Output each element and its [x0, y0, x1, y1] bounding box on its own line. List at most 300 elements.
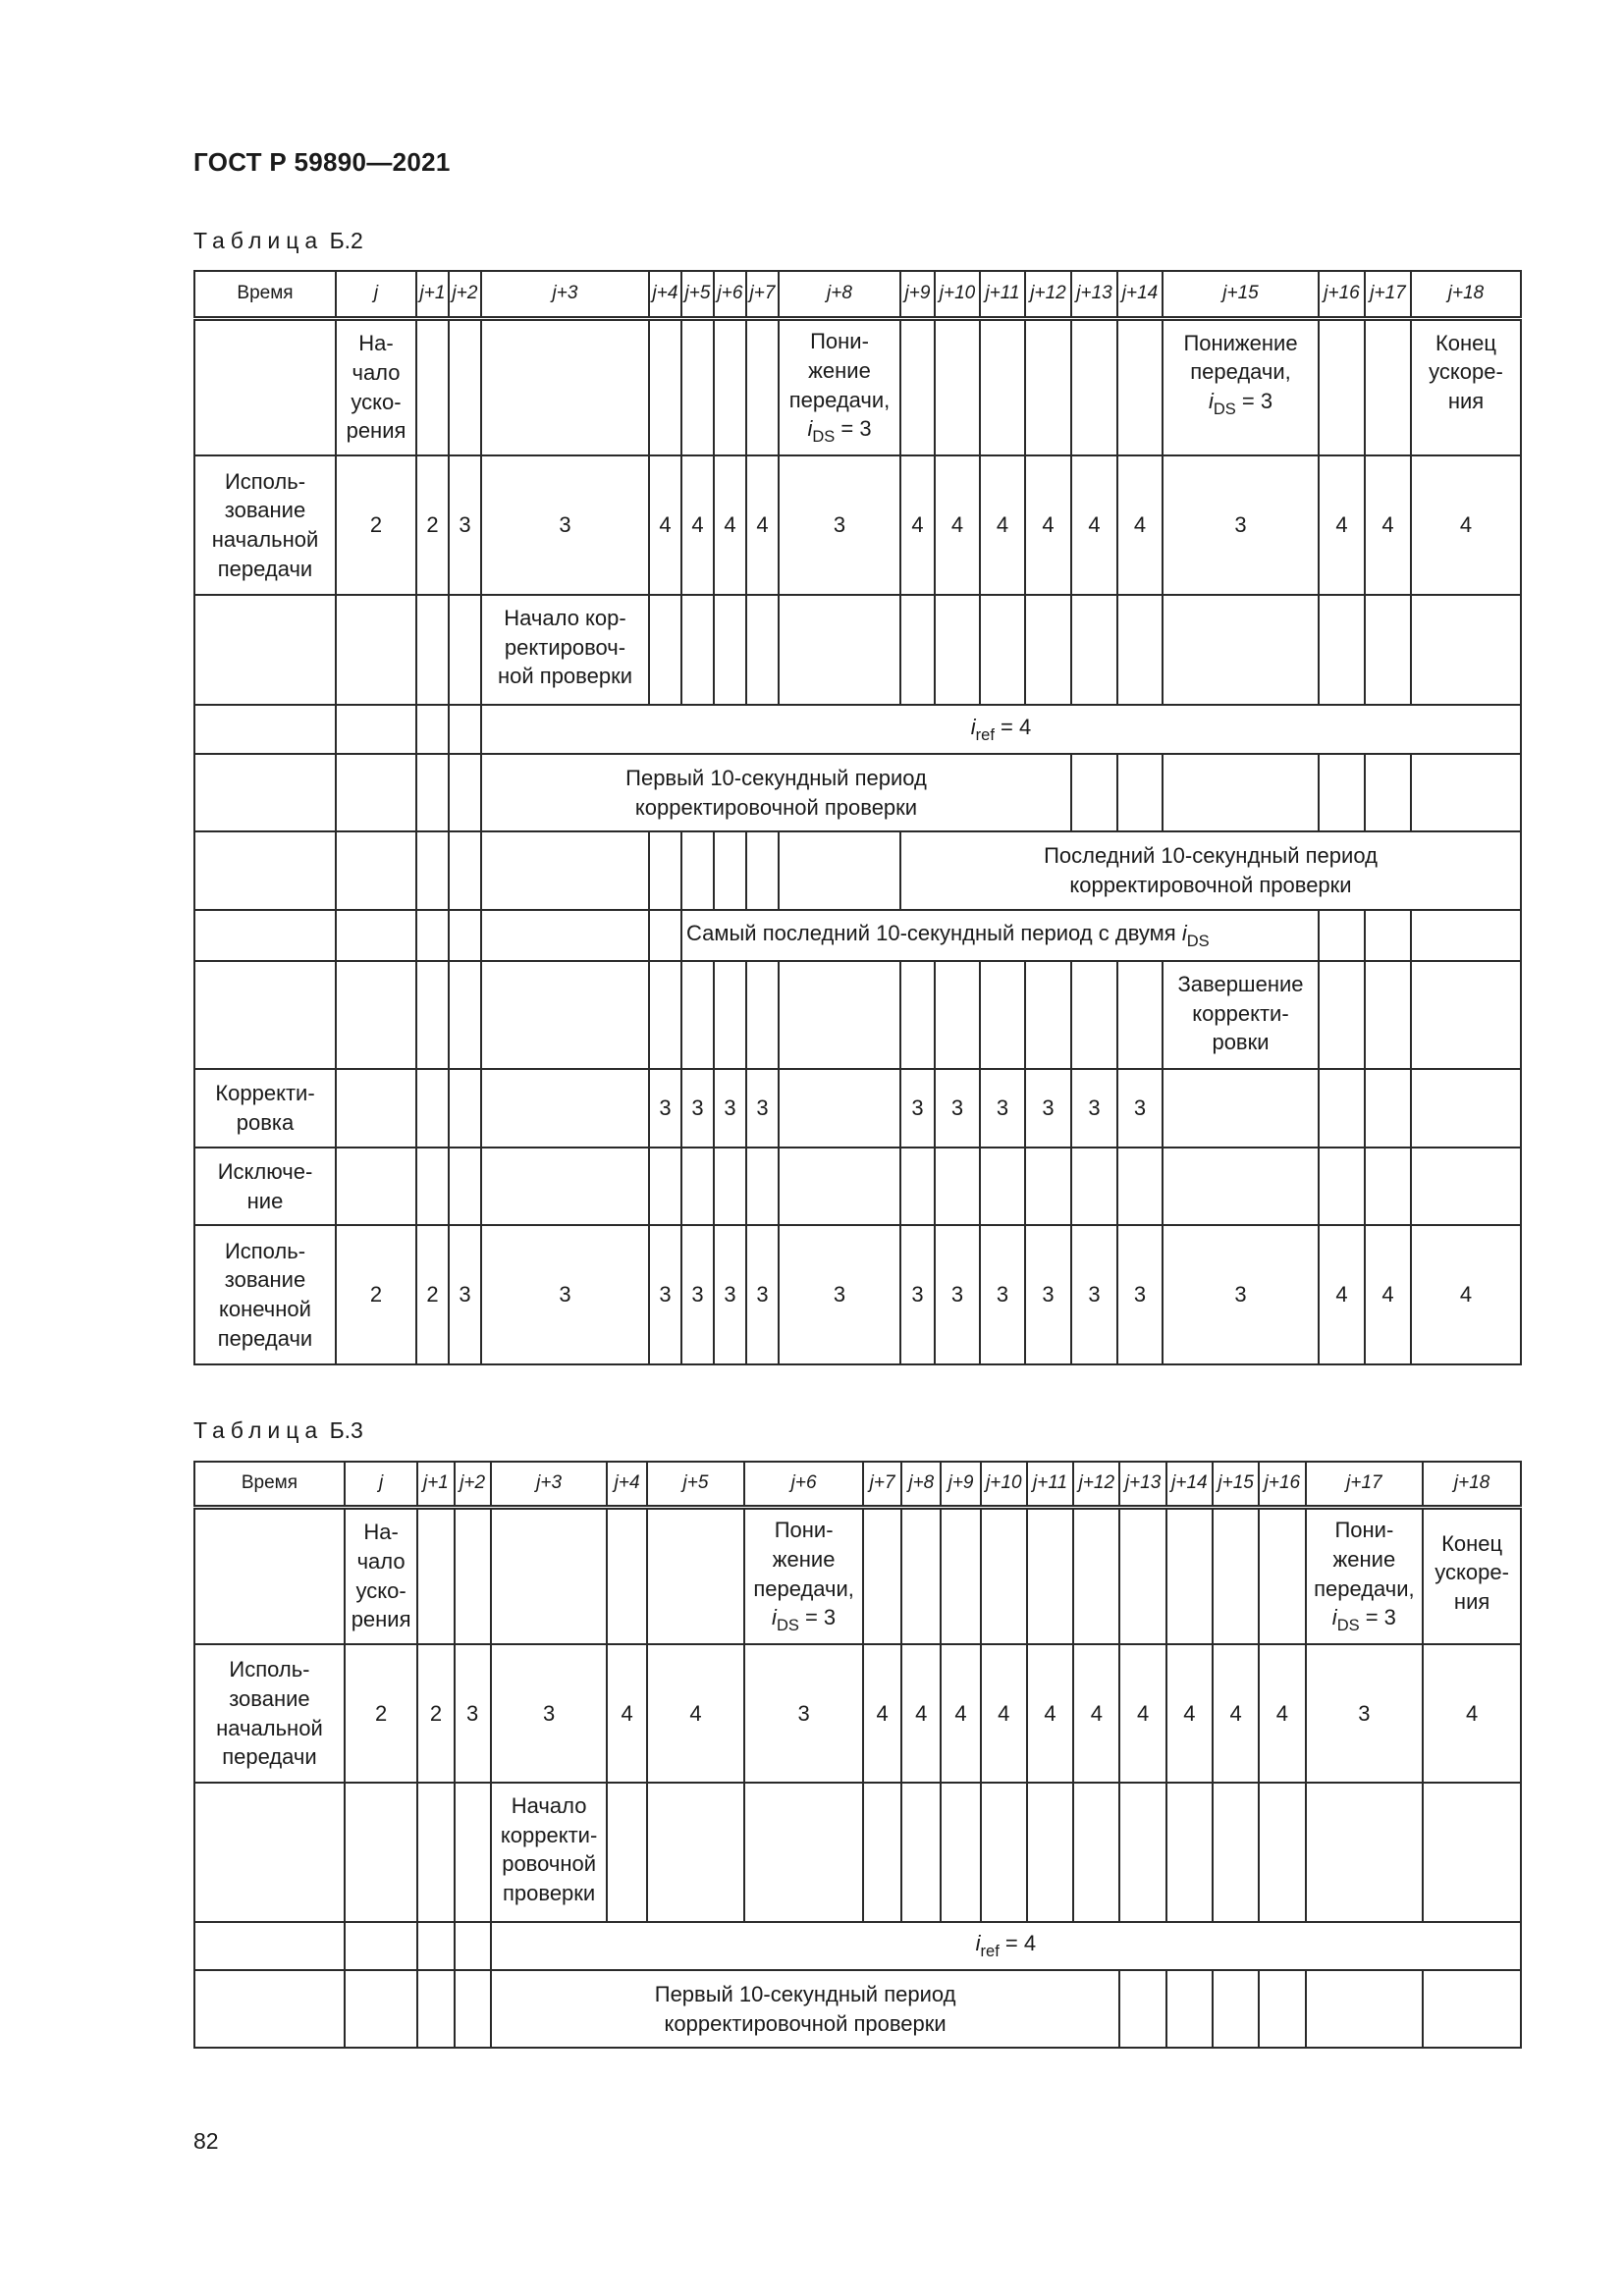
table-cell: 3	[935, 1069, 980, 1148]
header-cell: j+2	[449, 271, 481, 318]
table-cell	[417, 1783, 454, 1922]
header-cell: j+16	[1259, 1462, 1305, 1507]
table-cell	[1259, 1783, 1305, 1922]
header-cell: j+4	[649, 271, 681, 318]
table-cell	[1117, 1148, 1163, 1225]
table-cell	[1071, 754, 1117, 831]
table-cell: 4	[607, 1644, 646, 1783]
table-cell	[449, 754, 481, 831]
table-cell	[746, 318, 779, 455]
header-cell: j+8	[779, 271, 900, 318]
table-cell	[1071, 318, 1117, 455]
table-cell	[714, 1148, 746, 1225]
table-cell	[1163, 1069, 1319, 1148]
table-cell	[1025, 595, 1071, 705]
caption-number: Б.2	[329, 228, 363, 253]
table-cell	[1166, 1507, 1213, 1644]
table-cell: 4	[1119, 1644, 1165, 1783]
table-cell	[1411, 910, 1521, 961]
table-cell	[1163, 595, 1319, 705]
table-cell	[681, 831, 714, 910]
table-cell	[647, 1507, 745, 1644]
table-cell	[481, 1148, 649, 1225]
header-cell: j+7	[746, 271, 779, 318]
table-row	[194, 455, 1521, 595]
table-cell	[941, 1783, 980, 1922]
start-check-cell: Начало кор- ректировоч- ной проверки	[481, 595, 649, 705]
table-cell	[416, 961, 449, 1069]
table-cell	[714, 831, 746, 910]
start-check-cell: Начало корректи- ровочной проверки	[491, 1783, 608, 1922]
table-cell: 3	[481, 455, 649, 595]
table-cell: 3	[1025, 1225, 1071, 1364]
table-cell: 3	[1117, 1225, 1163, 1364]
header-cell: j+15	[1213, 1462, 1259, 1507]
table-cell	[1365, 1069, 1411, 1148]
table-cell	[1117, 961, 1163, 1069]
table-cell	[746, 595, 779, 705]
table-cell	[935, 318, 980, 455]
table-cell: 3	[649, 1225, 681, 1364]
table-cell	[649, 831, 681, 910]
header-cell: j+15	[1163, 271, 1319, 318]
table-cell: 4	[746, 455, 779, 595]
table-cell	[1166, 1970, 1213, 2048]
table-cell	[1411, 1148, 1521, 1225]
table-row	[194, 1970, 1521, 2048]
downshift-cell: Пони- жение передачи, $i_{DS} = 3$	[744, 1507, 863, 1644]
table-cell	[980, 318, 1025, 455]
table-cell: 3	[1025, 1069, 1071, 1148]
table-cell: 4	[1365, 455, 1411, 595]
table-cell	[194, 754, 336, 831]
table-cell	[900, 1148, 935, 1225]
table-cell	[935, 961, 980, 1069]
table-cell	[336, 705, 416, 754]
table-cell	[1213, 1970, 1259, 2048]
table-cell	[1259, 1507, 1305, 1644]
table-cell	[336, 961, 416, 1069]
table-cell	[746, 961, 779, 1069]
table-cell	[607, 1507, 646, 1644]
table-row	[194, 318, 1521, 455]
table-cell: 3	[714, 1225, 746, 1364]
table-cell	[681, 595, 714, 705]
table-cell	[416, 705, 449, 754]
header-cell: j+5	[681, 271, 714, 318]
table-cell	[714, 318, 746, 455]
last-period-cell: Последний 10-секундный период корректировочной проверки	[900, 831, 1521, 910]
header-cell: j+12	[1025, 271, 1071, 318]
table-row	[194, 754, 1521, 831]
table-cell: 3	[779, 455, 900, 595]
row-label: Исполь- зование начальной передачи	[194, 455, 336, 595]
header-cell: j+9	[941, 1462, 980, 1507]
header-cell: j+17	[1365, 271, 1411, 318]
table-cell	[449, 1069, 481, 1148]
table-b3	[193, 1461, 1522, 2049]
table-cell: 4	[1319, 1225, 1365, 1364]
table-cell	[863, 1507, 901, 1644]
downshift-cell: Пони- жение передачи, $i_{DS} = 3$	[1306, 1507, 1424, 1644]
table-cell	[1411, 1069, 1521, 1148]
table-cell: 3	[1117, 1069, 1163, 1148]
table-cell	[746, 1148, 779, 1225]
table-cell: 2	[345, 1644, 417, 1783]
table-cell: 3	[681, 1225, 714, 1364]
table-cell	[194, 318, 336, 455]
table-cell	[1027, 1783, 1073, 1922]
table-cell	[449, 705, 481, 754]
header-cell: j+18	[1411, 271, 1521, 318]
header-cell: j+9	[900, 271, 935, 318]
table-cell	[1073, 1783, 1119, 1922]
header-cell: j+17	[1306, 1462, 1424, 1507]
table-cell	[481, 910, 649, 961]
header-cell: j+13	[1071, 271, 1117, 318]
header-cell: j+2	[455, 1462, 491, 1507]
iref-cell: $i_{ref} = 4$	[481, 705, 1521, 754]
table-cell	[194, 1783, 345, 1922]
table-cell: 3	[1071, 1069, 1117, 1148]
table-cell	[416, 1069, 449, 1148]
table-cell	[1119, 1507, 1165, 1644]
table-cell	[900, 595, 935, 705]
row-label: Корректи- ровка	[194, 1069, 336, 1148]
table-cell	[1119, 1970, 1165, 2048]
table-cell: 3	[980, 1225, 1025, 1364]
table-cell: 3	[746, 1069, 779, 1148]
table-cell: 4	[1365, 1225, 1411, 1364]
table-cell: 4	[1117, 455, 1163, 595]
table-cell	[194, 1922, 345, 1970]
table-cell	[416, 1148, 449, 1225]
table-cell: 3	[455, 1644, 491, 1783]
table-row	[194, 1069, 1521, 1148]
table-row	[194, 961, 1521, 1069]
header-cell: j+12	[1073, 1462, 1119, 1507]
table-cell	[1411, 961, 1521, 1069]
header-cell: j+13	[1119, 1462, 1165, 1507]
table-cell: 2	[336, 1225, 416, 1364]
table-cell	[900, 961, 935, 1069]
table-cell	[1319, 595, 1365, 705]
table-b3-caption	[193, 1417, 363, 1444]
table-cell	[449, 1148, 481, 1225]
first-period-cell: Первый 10-секундный период корректировочной проверки	[481, 754, 1071, 831]
table-cell	[1117, 595, 1163, 705]
table-cell	[481, 831, 649, 910]
table-b2	[193, 270, 1522, 1365]
table-cell: 2	[336, 455, 416, 595]
table-cell: 4	[935, 455, 980, 595]
table-cell	[980, 595, 1025, 705]
table-cell	[336, 831, 416, 910]
header-row	[194, 271, 1521, 318]
header-cell: j+14	[1166, 1462, 1213, 1507]
header-cell: Время	[194, 1462, 345, 1507]
table-cell	[491, 1507, 608, 1644]
table-cell	[681, 1148, 714, 1225]
table-cell	[1166, 1783, 1213, 1922]
table-cell	[779, 1069, 900, 1148]
table-cell	[980, 961, 1025, 1069]
table-cell	[449, 961, 481, 1069]
header-cell: j+8	[901, 1462, 941, 1507]
table-cell	[607, 1783, 646, 1922]
table-cell	[1163, 754, 1319, 831]
header-cell: j+6	[744, 1462, 863, 1507]
header-cell: j+11	[1027, 1462, 1073, 1507]
table-cell: 3	[779, 1225, 900, 1364]
table-cell	[1365, 1148, 1411, 1225]
table-cell	[1365, 961, 1411, 1069]
table-cell	[981, 1507, 1027, 1644]
table-cell	[1071, 961, 1117, 1069]
table-cell	[863, 1783, 901, 1922]
table-cell: 3	[1306, 1644, 1424, 1783]
table-cell	[1365, 754, 1411, 831]
table-row	[194, 595, 1521, 705]
start-accel-cell: На- чало уско- рения	[336, 318, 416, 455]
table-cell	[1025, 1148, 1071, 1225]
header-cell: j+7	[863, 1462, 901, 1507]
first-period-cell: Первый 10-секундный период корректировочной проверки	[491, 1970, 1120, 2048]
table-cell: 4	[980, 455, 1025, 595]
table-cell	[1259, 1970, 1305, 2048]
table-cell	[1071, 1148, 1117, 1225]
table-cell	[714, 595, 746, 705]
table-row	[194, 1644, 1521, 1783]
table-cell	[1319, 1148, 1365, 1225]
end-accel-cell: Конец ускоре- ния	[1423, 1507, 1521, 1644]
table-cell	[681, 318, 714, 455]
table-row	[194, 1148, 1521, 1225]
table-cell	[416, 318, 449, 455]
table-cell	[481, 1069, 649, 1148]
table-cell	[194, 910, 336, 961]
caption-word: Таблица	[193, 1417, 324, 1443]
table-cell	[455, 1783, 491, 1922]
table-cell	[935, 595, 980, 705]
table-cell: 3	[449, 455, 481, 595]
table-cell	[1365, 910, 1411, 961]
header-cell: j+6	[714, 271, 746, 318]
table-cell	[1213, 1507, 1259, 1644]
document-title: ГОСТ Р 59890—2021	[193, 147, 451, 177]
table-cell: 3	[481, 1225, 649, 1364]
table-cell: 3	[980, 1069, 1025, 1148]
table-cell	[417, 1507, 454, 1644]
table-cell	[1071, 595, 1117, 705]
table-cell	[416, 910, 449, 961]
table-cell	[1319, 961, 1365, 1069]
table-cell	[1411, 754, 1521, 831]
table-cell: 4	[1071, 455, 1117, 595]
table-cell: 4	[1213, 1644, 1259, 1783]
table-cell	[194, 1970, 345, 2048]
table-cell: 4	[1166, 1644, 1213, 1783]
header-cell: j+3	[481, 271, 649, 318]
table-cell: 3	[1163, 1225, 1319, 1364]
table-cell	[1027, 1507, 1073, 1644]
table-cell	[1306, 1783, 1424, 1922]
table-cell	[1423, 1783, 1521, 1922]
table-cell: 3	[746, 1225, 779, 1364]
table-cell	[336, 910, 416, 961]
table-cell: 3	[900, 1069, 935, 1148]
table-cell: 4	[900, 455, 935, 595]
table-cell	[416, 595, 449, 705]
table-cell	[901, 1783, 941, 1922]
header-cell: j+1	[416, 271, 449, 318]
table-cell	[345, 1783, 417, 1922]
end-accel-cell: Конец ускоре- ния	[1411, 318, 1521, 455]
table-cell	[649, 595, 681, 705]
table-cell	[449, 595, 481, 705]
header-cell: j	[336, 271, 416, 318]
table-cell	[1213, 1783, 1259, 1922]
header-cell: j+18	[1423, 1462, 1521, 1507]
table-cell	[345, 1970, 417, 2048]
header-row	[194, 1462, 1521, 1507]
table-cell: 3	[449, 1225, 481, 1364]
table-cell	[455, 1922, 491, 1970]
end-correction-cell: Завершение корректи- ровки	[1163, 961, 1319, 1069]
table-cell	[194, 1507, 345, 1644]
row-label: Исполь- зование конечной передачи	[194, 1225, 336, 1364]
table-cell: 2	[417, 1644, 454, 1783]
table-cell	[1025, 318, 1071, 455]
table-cell: 3	[1163, 455, 1319, 595]
table-cell: 4	[1259, 1644, 1305, 1783]
header-cell: j+4	[607, 1462, 646, 1507]
table-cell	[649, 910, 681, 961]
table-cell	[1163, 1148, 1319, 1225]
table-cell	[746, 831, 779, 910]
table-cell	[1306, 1970, 1424, 2048]
table-cell	[416, 831, 449, 910]
table-cell: 4	[941, 1644, 980, 1783]
table-cell: 3	[714, 1069, 746, 1148]
caption-number: Б.3	[329, 1417, 363, 1443]
table-cell	[1117, 318, 1163, 455]
table-cell: 3	[681, 1069, 714, 1148]
table-cell: 4	[1025, 455, 1071, 595]
table-cell: 4	[647, 1644, 745, 1783]
downshift-cell: Пони- жение передачи, $i_{DS} = 3$	[779, 318, 900, 455]
table-cell: 2	[416, 455, 449, 595]
table-cell	[1365, 318, 1411, 455]
header-cell: j	[345, 1462, 417, 1507]
table-cell	[1319, 1069, 1365, 1148]
table-cell	[455, 1970, 491, 2048]
table-cell: 4	[1411, 455, 1521, 595]
table-row	[194, 1783, 1521, 1922]
table-cell: 4	[649, 455, 681, 595]
table-cell	[194, 595, 336, 705]
table-cell: 4	[1073, 1644, 1119, 1783]
start-accel-cell: На- чало уско- рения	[345, 1507, 417, 1644]
table-cell: 3	[900, 1225, 935, 1364]
table-cell	[455, 1507, 491, 1644]
table-cell	[935, 1148, 980, 1225]
very-last-period-cell: Самый последний 10-секундный период с двумя $i_{DS}$	[681, 910, 1319, 961]
table-cell	[1319, 910, 1365, 961]
table-cell: 3	[935, 1225, 980, 1364]
table-cell	[900, 318, 935, 455]
table-cell	[901, 1507, 941, 1644]
table-cell	[1423, 1970, 1521, 2048]
header-cell: j+14	[1117, 271, 1163, 318]
table-cell: 4	[1423, 1644, 1521, 1783]
table-cell	[649, 961, 681, 1069]
row-label: Исполь- зование начальной передачи	[194, 1644, 345, 1783]
table-cell	[481, 318, 649, 455]
table-cell	[1365, 595, 1411, 705]
table-cell: 3	[744, 1644, 863, 1783]
table-cell: 4	[901, 1644, 941, 1783]
table-cell: 3	[1071, 1225, 1117, 1364]
table-cell	[336, 595, 416, 705]
table-cell	[779, 595, 900, 705]
iref-cell: $i_{ref} = 4$	[491, 1922, 1521, 1970]
table-cell	[779, 961, 900, 1069]
table-cell	[416, 754, 449, 831]
table-cell	[449, 318, 481, 455]
table-cell	[647, 1783, 745, 1922]
table-cell: 2	[416, 1225, 449, 1364]
header-cell: j+1	[417, 1462, 454, 1507]
table-cell: 4	[681, 455, 714, 595]
header-cell: j+5	[647, 1462, 745, 1507]
row-label: Исключе- ние	[194, 1148, 336, 1225]
table-cell: 3	[649, 1069, 681, 1148]
table-cell: 4	[1319, 455, 1365, 595]
table-cell: 4	[714, 455, 746, 595]
table-cell	[449, 831, 481, 910]
header-cell: j+10	[981, 1462, 1027, 1507]
header-cell: j+3	[491, 1462, 608, 1507]
table-cell	[194, 831, 336, 910]
table-cell	[779, 831, 900, 910]
header-cell: j+16	[1319, 271, 1365, 318]
table-cell	[194, 961, 336, 1069]
table-cell	[449, 910, 481, 961]
header-cell: j+10	[935, 271, 980, 318]
table-cell	[1319, 318, 1365, 455]
table-cell	[417, 1922, 454, 1970]
table-cell	[481, 961, 649, 1069]
table-cell: 4	[981, 1644, 1027, 1783]
table-row	[194, 831, 1521, 910]
table-cell	[417, 1970, 454, 2048]
table-row	[194, 1225, 1521, 1364]
table-cell: 4	[1411, 1225, 1521, 1364]
table-cell	[1411, 595, 1521, 705]
table-row	[194, 1507, 1521, 1644]
table-row	[194, 705, 1521, 754]
table-cell	[336, 1148, 416, 1225]
table-b2-caption	[193, 228, 363, 254]
table-cell: 4	[1027, 1644, 1073, 1783]
table-row	[194, 1922, 1521, 1970]
table-cell	[336, 754, 416, 831]
downshift-cell: Понижение передачи, $i_{DS} = 3$	[1163, 318, 1319, 455]
table-cell	[981, 1783, 1027, 1922]
table-cell	[649, 318, 681, 455]
table-cell: 4	[863, 1644, 901, 1783]
